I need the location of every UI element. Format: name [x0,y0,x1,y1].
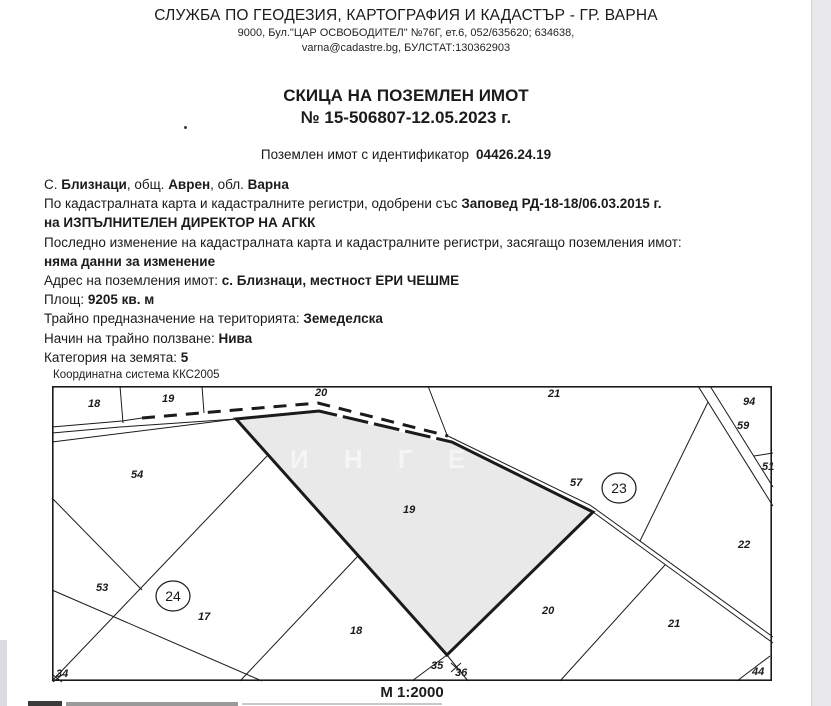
boundary-line [52,418,142,427]
boundary-line [240,556,358,681]
boundary-line [52,455,268,681]
parcel-label: 53 [96,582,109,594]
parcel-label: 57 [570,477,583,489]
watermark-text: И Н Г Е [290,444,480,474]
cadastral-map [52,386,775,681]
parcel-label: 44 [752,666,765,678]
boundary-line [428,386,447,435]
detail-line: Категория на земята: 5 [44,349,189,365]
detail-line: няма данни за изменение [44,253,216,269]
coordinate-system-label: Координатна система ККС2005 [53,369,220,381]
boundary-line [560,565,665,681]
boundary-line [120,386,123,423]
detail-line: Последно изменение на кадастралната карта и кадастралните регистри, засягащо поземления имот: [44,234,682,250]
detail-line: на ИЗПЪЛНИТЕЛЕН ДИРЕКТОР НА АГКК [44,215,316,231]
document-title-block [0,85,812,129]
parcel-label: 20 [315,387,328,399]
boundary-line [593,512,773,643]
document-number: № 15-506807-12.05.2023 г. [300,108,512,127]
scan-speck [184,126,187,129]
parcel-label: 18 [88,398,101,410]
bottom-cutoff-mark [66,702,238,706]
parcel-label: 18 [350,625,363,637]
parcel-label: 19 [162,393,175,405]
property-id-value: 04426.24.19 [476,147,552,162]
document-title: СКИЦА НА ПОЗЕМЛЕН ИМОТ [283,86,529,105]
parcel-label: 51 [762,461,775,473]
detail-line: Начин на трайно ползване: Нива [44,330,253,346]
agency-address: 9000, Бул."ЦАР ОСВОБОДИТЕЛ" №76Г, ет.6, 052/635620; 634638, [237,27,575,39]
parcel-label: 20 [542,605,555,617]
boundary-line [754,453,773,456]
parcel-label: 21 [548,388,561,400]
bottom-cutoff-mark [28,701,62,706]
cadastral-map-svg [52,386,775,681]
property-id-line [0,147,812,162]
parcel-label: 21 [668,618,681,630]
sheet-circle-number: 23 [611,480,627,496]
agency-name: СЛУЖБА ПО ГЕОДЕЗИЯ, КАРТОГРАФИЯ И КАДАСТЪР - ГР. ВАРНА [154,7,658,24]
property-details [44,175,804,367]
agency-contact: varna@cadastre.bg, БУЛСТАТ:130362903 [301,42,511,54]
boundary-line [52,498,142,590]
boundary-line [202,386,204,413]
sheet-circle-number: 24 [165,588,181,604]
parcel-label: 54 [131,469,144,481]
detail-line: Площ: 9205 кв. м [44,292,155,308]
detail-line: С. Близнаци, общ. Аврен, обл. Варна [44,177,289,192]
parcel-label: 22 [738,539,751,551]
boundary-line [698,386,773,506]
page-edge-left [0,640,7,706]
boundary-line [640,402,708,541]
page-edge-right [811,0,831,706]
parcel-label: 19 [403,504,416,516]
map-scale-label: М 1:2000 [380,684,444,701]
detail-line: Адрес на поземления имот: с. Близнаци, местност ЕРИ ЧЕШМЕ [44,273,460,289]
detail-line: Трайно предназначение на територията: Земеделска [44,311,383,327]
detail-line: По кадастралната карта и кадастралните регистри, одобрени със Заповед РД-18-18/06.03.2015 г. [44,196,662,212]
agency-header [0,7,812,55]
parcel-label: 59 [737,420,750,432]
parcel-label: 17 [198,611,211,623]
parcel-label: 36 [455,667,468,679]
parcel-label: 34 [56,668,69,680]
boundary-line [52,590,262,681]
parcel-label: 35 [431,660,444,672]
bottom-cutoff-mark [242,703,442,705]
property-id-label: Поземлен имот с идентификатор [260,147,470,162]
parcel-label: 94 [743,396,756,408]
